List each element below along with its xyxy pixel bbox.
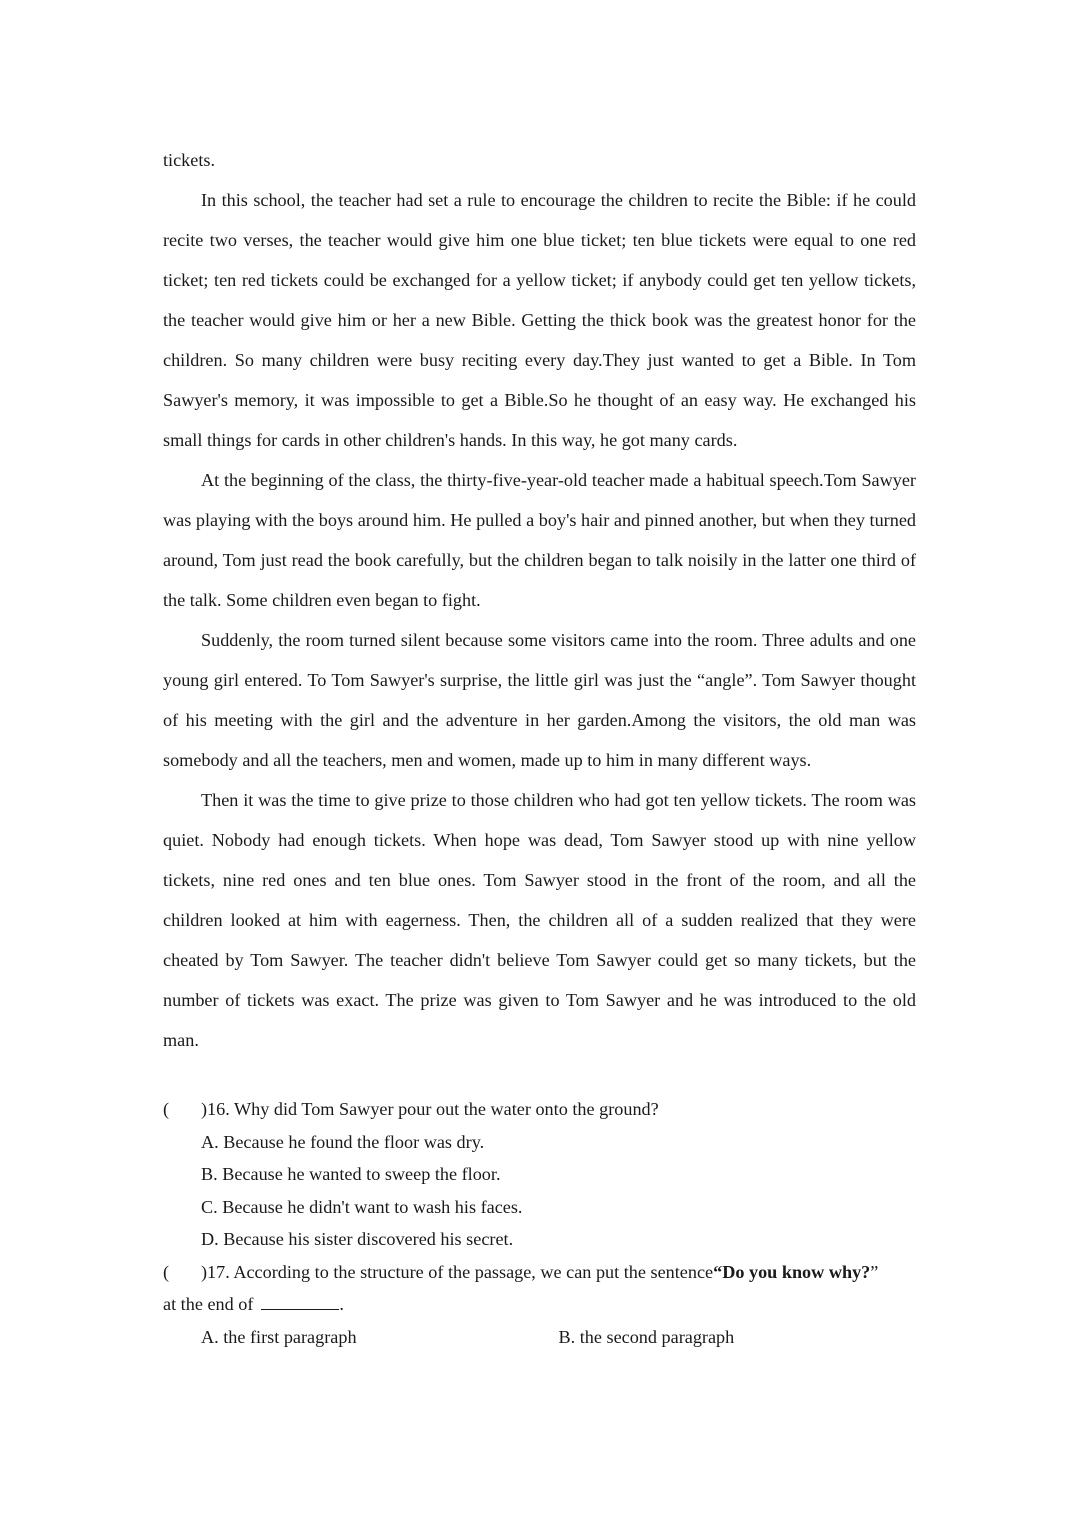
question-text: )17. According to the structure of the passage, we can put the sentence <box>201 1261 714 1282</box>
option-a: A. Because he found the floor was dry. <box>201 1131 485 1152</box>
question-text-line2: at the end of <box>163 1294 254 1314</box>
reading-passage <box>163 140 916 1060</box>
answer-paren[interactable]: ( <box>163 1261 170 1282</box>
option-d: D. Because his sister discovered his secret. <box>201 1229 514 1249</box>
paragraph-fragment: tickets. <box>163 150 216 170</box>
paragraph-class-beginning: At the beginning of the class, the thirty-five-year-old teacher made a habitual speech.Tom Sawyer was playing with the boys around him. He pulled a boy's hair and pinned another, but when they turned around, Tom just read the book carefully, but the children began to talk noisily in the latter one third of the talk. Some children even began to fight. <box>163 470 916 610</box>
blank-period: . <box>339 1294 344 1314</box>
option-row <box>163 1321 916 1354</box>
question-stem <box>163 1256 916 1289</box>
question-text: )16. Why did Tom Sawyer pour out the water onto the ground? <box>201 1099 659 1119</box>
question-section <box>163 1093 916 1353</box>
question-stem-continued <box>163 1288 916 1321</box>
option-b: B. Because he wanted to sweep the floor. <box>201 1164 501 1184</box>
option-b: B. the second paragraph <box>558 1326 735 1347</box>
answer-blank[interactable] <box>261 1293 339 1310</box>
question-17 <box>163 1256 916 1354</box>
quoted-sentence: “Do you know why? <box>713 1261 871 1282</box>
option-c: C. Because he didn't want to wash his faces. <box>201 1196 523 1217</box>
paragraph-prize: Then it was the time to give prize to those children who had got ten yellow tickets. The room was quiet. Nobody had enough tickets. When hope was dead, Tom Sawyer stood up with nine yellow tickets, nine red ones and ten blue ones. Tom Sawyer stood in the front of the room, and all the children looked at him with eagerness. Then, the children all of a sudden realized that they were cheated by Tom Sawyer. The teacher didn't believe Tom Sawyer could get so many tickets, but the number of tickets was exact. The prize was given to Tom Sawyer and he was introduced to the old man. <box>163 790 916 1050</box>
document-page <box>163 140 916 1353</box>
option-a: A. the first paragraph <box>201 1326 357 1347</box>
closing-quote: ” <box>870 1261 879 1282</box>
answer-paren[interactable]: ( <box>163 1099 170 1119</box>
paragraph-visitors: Suddenly, the room turned silent because some visitors came into the room. Three adults and one young girl entered. To Tom Sawyer's surprise, the little girl was just the “angle”. Tom Sawyer thought of his meeting with the girl and the adventure in her garden.Among the visitors, the old man was somebody and all the teachers, men and women, made up to him in many different ways. <box>163 630 916 770</box>
question-16 <box>163 1093 916 1256</box>
question-stem <box>163 1093 916 1126</box>
paragraph-school-rule: In this school, the teacher had set a rule to encourage the children to recite the Bible: if he could recite two verses, the teacher would give him one blue ticket; ten blue tickets were equal to one red ticket; ten red tickets could be exchanged for a yellow ticket; if anybody could get ten yellow tickets, the teacher would give him or her a new Bible. Getting the thick book was the greatest honor for the children. So many children were busy reciting every day.They just wanted to get a Bible. In Tom Sawyer's memory, it was impossible to get a Bible.So he thought of an easy way. He exchanged his small things for cards in other children's hands. In this way, he got many cards. <box>163 190 916 450</box>
